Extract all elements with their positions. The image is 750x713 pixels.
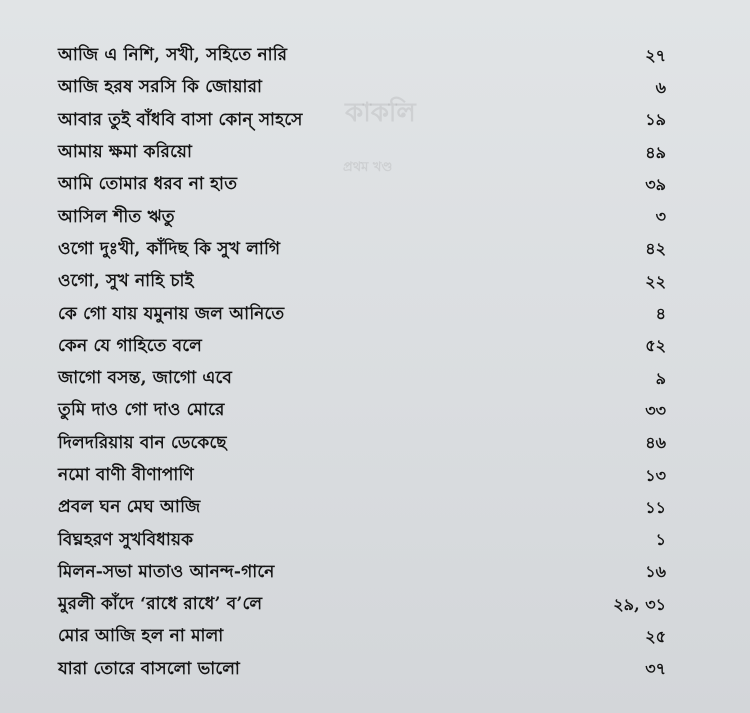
toc-entry-title: মুরলী কাঁদে ‘রাধে রাধে’ ব’লে — [58, 594, 263, 615]
toc-entry-title: আমায় ক্ষমা করিয়ো — [58, 142, 193, 163]
toc-entry-title: মোর আজি হল না মালা — [58, 626, 224, 647]
toc-entry — [58, 201, 666, 233]
toc-entry-page: ৪২ — [645, 239, 666, 259]
toc-entry-page: ২৯, ৩১ — [613, 594, 666, 614]
toc-entry-title: মিলন-সভা মাতাও আনন্দ-গানে — [58, 561, 275, 582]
toc-entry — [58, 524, 666, 556]
toc-entry-title: আমি তোমার ধরব না হাত — [58, 174, 238, 195]
toc-entry-title: কে গো যায় যমুনায় জল আনিতে — [58, 303, 285, 324]
toc-entry-page: ১ — [655, 530, 666, 550]
toc-entry-page: ১৯ — [645, 110, 666, 130]
toc-entry-title: আজি এ নিশি, সখী, সহিতে নারি — [58, 45, 288, 66]
toc-entry — [58, 298, 666, 330]
toc-entry — [58, 557, 666, 589]
toc-entry-title: যারা তোরে বাসলো ভালো — [58, 658, 240, 679]
toc-entry-title: নমো বাণী বীণাপাণি — [58, 465, 194, 485]
toc-entry-title: জাগো বসন্ত, জাগো এবে — [58, 368, 232, 389]
toc-entry-title: আসিল শীত ঋতু — [58, 206, 175, 227]
toc-entry — [58, 105, 666, 137]
toc-entry-page: ৫২ — [645, 336, 666, 356]
toc-entry — [58, 654, 666, 686]
toc-entry — [58, 460, 666, 492]
toc-entry — [58, 137, 666, 169]
toc-entry-title: কেন যে গাহিতে বলে — [58, 335, 202, 356]
toc-entry — [58, 331, 666, 363]
toc-entry-page: ৪৬ — [645, 433, 666, 453]
toc-entry-title: ওগো, সুখ নাহি চাই — [58, 271, 194, 292]
toc-entry-page: ১৬ — [645, 562, 666, 582]
toc-entry-title: ওগো দুঃখী, কাঁদিছ কি সুখ লাগি — [58, 238, 281, 259]
table-of-contents — [58, 40, 666, 686]
toc-entry-page: ১৩ — [645, 465, 666, 485]
toc-entry — [58, 169, 666, 201]
toc-entry — [58, 363, 666, 395]
toc-entry — [58, 234, 666, 266]
toc-entry-page: ৩ — [655, 207, 666, 227]
toc-entry — [58, 621, 666, 653]
toc-entry — [58, 72, 666, 104]
toc-entry-title: বিঘ্নহরণ সুখবিধায়ক — [58, 529, 194, 550]
toc-entry — [58, 428, 666, 460]
toc-entry-title: তুমি দাও গো দাও মোরে — [58, 400, 225, 421]
toc-entry-page: ২৭ — [645, 45, 666, 65]
toc-entry — [58, 395, 666, 427]
toc-entry-title: দিলদরিয়ায় বান ডেকেছে — [58, 432, 227, 453]
toc-entry-page: ৬ — [655, 77, 666, 97]
bleed-through-subtitle: প্রথম খণ্ড — [343, 160, 393, 175]
toc-entry-title: আজি হরষ সরসি কি জোয়ারা — [58, 77, 263, 98]
toc-entry-page: ২২ — [645, 271, 666, 291]
toc-entry-page: ৯ — [655, 368, 666, 388]
toc-entry — [58, 589, 666, 621]
toc-entry-page: ৩৭ — [645, 659, 666, 679]
toc-entry-page: ৩৩ — [645, 400, 666, 420]
toc-entry-page: ১১ — [645, 497, 666, 517]
bleed-through-title: কাকলি — [345, 98, 416, 128]
toc-entry-page: ৪ — [655, 304, 666, 324]
toc-entry-title: প্রবল ঘন মেঘ আজি — [58, 497, 201, 518]
toc-entry — [58, 492, 666, 524]
toc-entry-title: আবার তুই বাঁধবি বাসা কোন্ সাহসে — [58, 109, 303, 130]
toc-entry-page: ৩৯ — [645, 174, 666, 194]
toc-entry — [58, 266, 666, 298]
toc-entry-page: ৪৯ — [645, 142, 666, 162]
toc-entry — [58, 40, 666, 72]
toc-entry-page: ২৫ — [645, 626, 666, 646]
